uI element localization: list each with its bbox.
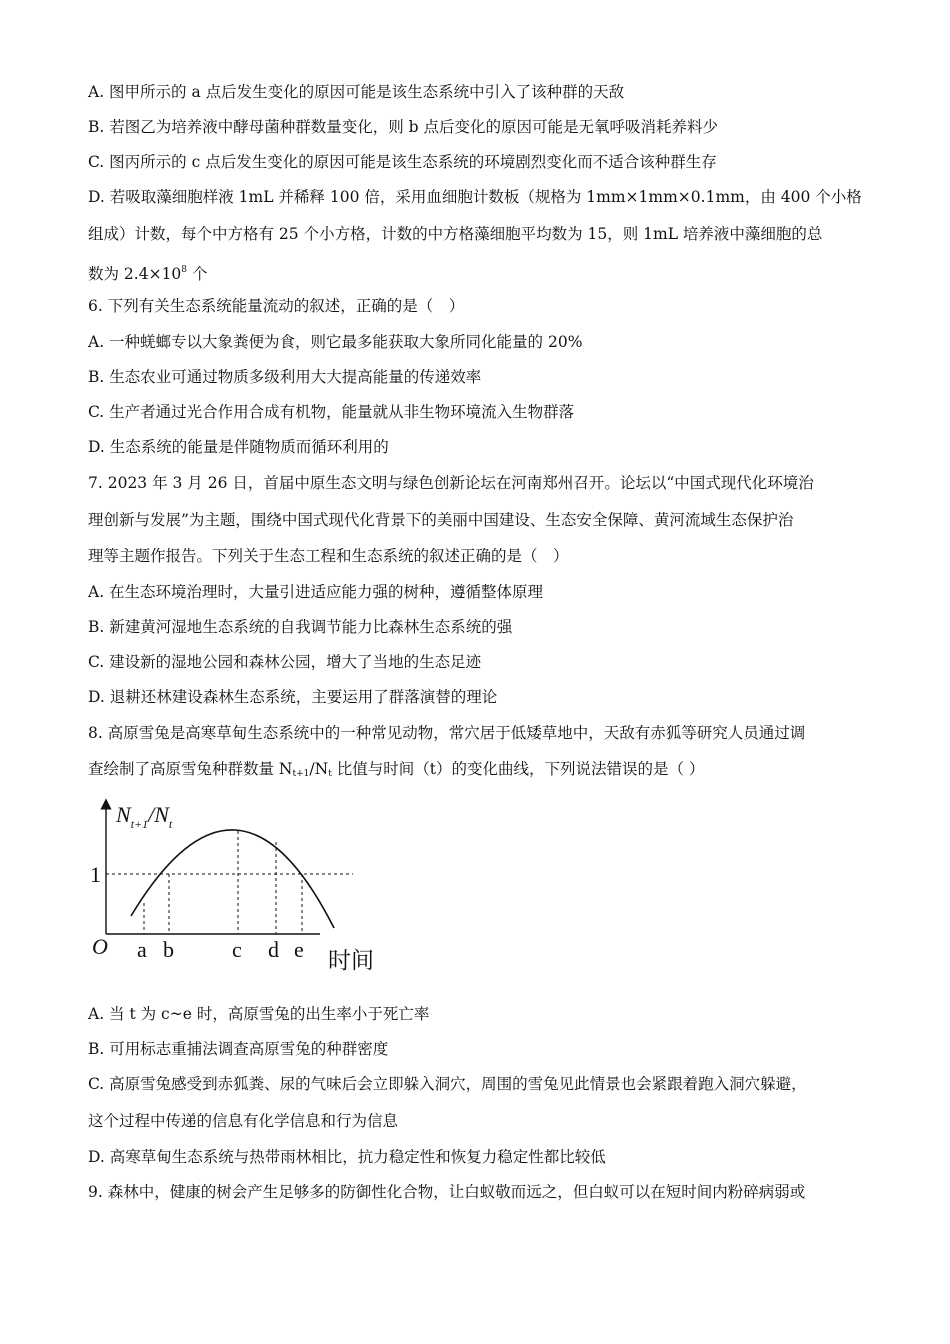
option-7a: A. 在生态环境治理时，大量引进适应能力强的树种，遵循整体原理 — [88, 583, 544, 601]
question-8-line2 — [88, 759, 704, 784]
y-tick-one: 1 — [90, 862, 101, 887]
option-5d-line1: D. 若吸取藻细胞样液 1mL 并稀释 100 倍，采用血细胞计数板（规格为 1mm×1mm×0.1mm，由 400 个小格 — [88, 188, 862, 206]
subscript-t: t — [328, 769, 332, 779]
option-6b: B. 生态农业可通过物质多级利用大大提高能量的传递效率 — [88, 368, 482, 386]
ratio-curve-graph — [88, 798, 388, 978]
subscript-t1: t+1 — [292, 769, 310, 779]
question-6-stem: 6. 下列有关生态系统能量流动的叙述，正确的是（ ） — [88, 297, 465, 315]
option-8d: D. 高寒草甸生态系统与热带雨林相比，抗力稳定性和恢复力稳定性都比较低 — [88, 1148, 606, 1166]
option-8b: B. 可用标志重捕法调查高原雪兔的种群密度 — [88, 1040, 389, 1058]
x-axis-label: 时间 — [328, 948, 374, 973]
option-7c: C. 建设新的湿地公园和森林公园，增大了当地的生态足迹 — [88, 653, 482, 671]
x-tick-d: d — [268, 937, 279, 962]
exponent: 8 — [181, 265, 188, 275]
x-tick-e: e — [294, 937, 304, 962]
question-8-line2-mid: /N — [309, 760, 329, 778]
option-7b: B. 新建黄河湿地生态系统的自我调节能力比森林生态系统的强 — [88, 618, 513, 636]
question-8-line2-pre: 查绘制了高原雪兔种群数量 N — [88, 760, 293, 778]
x-tick-b: b — [163, 937, 174, 962]
ratio-curve — [131, 830, 334, 928]
option-8c-line2: 这个过程中传递的信息有化学信息和行为信息 — [88, 1112, 399, 1130]
question-7-line1: 7. 2023 年 3 月 26 日，首届中原生态文明与绿色创新论坛在河南郑州召开。论坛以“中国式现代化环境治 — [88, 474, 814, 492]
option-5d-line2: 组成）计数，每个中方格有 25 个小方格，计数的中方格藻细胞平均数为 15，则 1mL 培养液中藻细胞的总 — [88, 225, 823, 243]
option-7d: D. 退耕还林建设森林生态系统，主要运用了群落演替的理论 — [88, 688, 498, 706]
x-tick-a: a — [137, 937, 147, 962]
question-7-line2: 理创新与发展”为主题，围绕中国式现代化背景下的美丽中国建设、生态安全保障、黄河流域生态保护治 — [88, 511, 794, 529]
question-7-line3: 理等主题作报告。下列关于生态工程和生态系统的叙述正确的是（ ） — [88, 547, 569, 565]
option-5b: B. 若图乙为培养液中酵母菌种群数量变化，则 b 点后变化的原因可能是无氧呼吸消耗养料少 — [88, 118, 719, 136]
x-tick-c: c — [232, 937, 242, 962]
origin-label: O — [92, 934, 108, 959]
option-5d-line3 — [88, 260, 207, 284]
option-8c-line1: C. 高原雪兔感受到赤狐粪、尿的气味后会立即躲入洞穴，周围的雪兔见此情景也会紧跟着跑入洞穴躲避， — [88, 1075, 807, 1093]
question-8-line2-post: 比值与时间（t）的变化曲线，下列说法错误的是（ ） — [331, 760, 705, 778]
option-5d-line3-post: 个 — [187, 265, 208, 283]
question-8-line1: 8. 高原雪兔是高寒草甸生态系统中的一种常见动物，常穴居于低矮草地中，天敌有赤狐等研究人员通过调 — [88, 724, 806, 742]
option-6a: A. 一种蜣螂专以大象粪便为食，则它最多能获取大象所同化能量的 20% — [88, 333, 583, 351]
option-8a: A. 当 t 为 c~e 时，高原雪兔的出生率小于死亡率 — [88, 1005, 430, 1023]
option-5c: C. 图丙所示的 c 点后发生变化的原因可能是该生态系统的环境剧烈变化而不适合该种群生存 — [88, 153, 717, 171]
option-5a: A. 图甲所示的 a 点后发生变化的原因可能是该生态系统中引入了该种群的天敌 — [88, 83, 625, 101]
y-axis-label: $N_{t+1}/N_t$ — [116, 802, 173, 831]
option-6d: D. 生态系统的能量是伴随物质而循环利用的 — [88, 438, 389, 456]
option-6c: C. 生产者通过光合作用合成有机物，能量就从非生物环境流入生物群落 — [88, 403, 575, 421]
question-9-line1: 9. 森林中，健康的树会产生足够多的防御性化合物，让白蚁敬而远之，但白蚁可以在短时间内粉碎病弱或 — [88, 1183, 806, 1201]
option-5d-line3-pre: 数为 2.4×10 — [88, 265, 182, 283]
